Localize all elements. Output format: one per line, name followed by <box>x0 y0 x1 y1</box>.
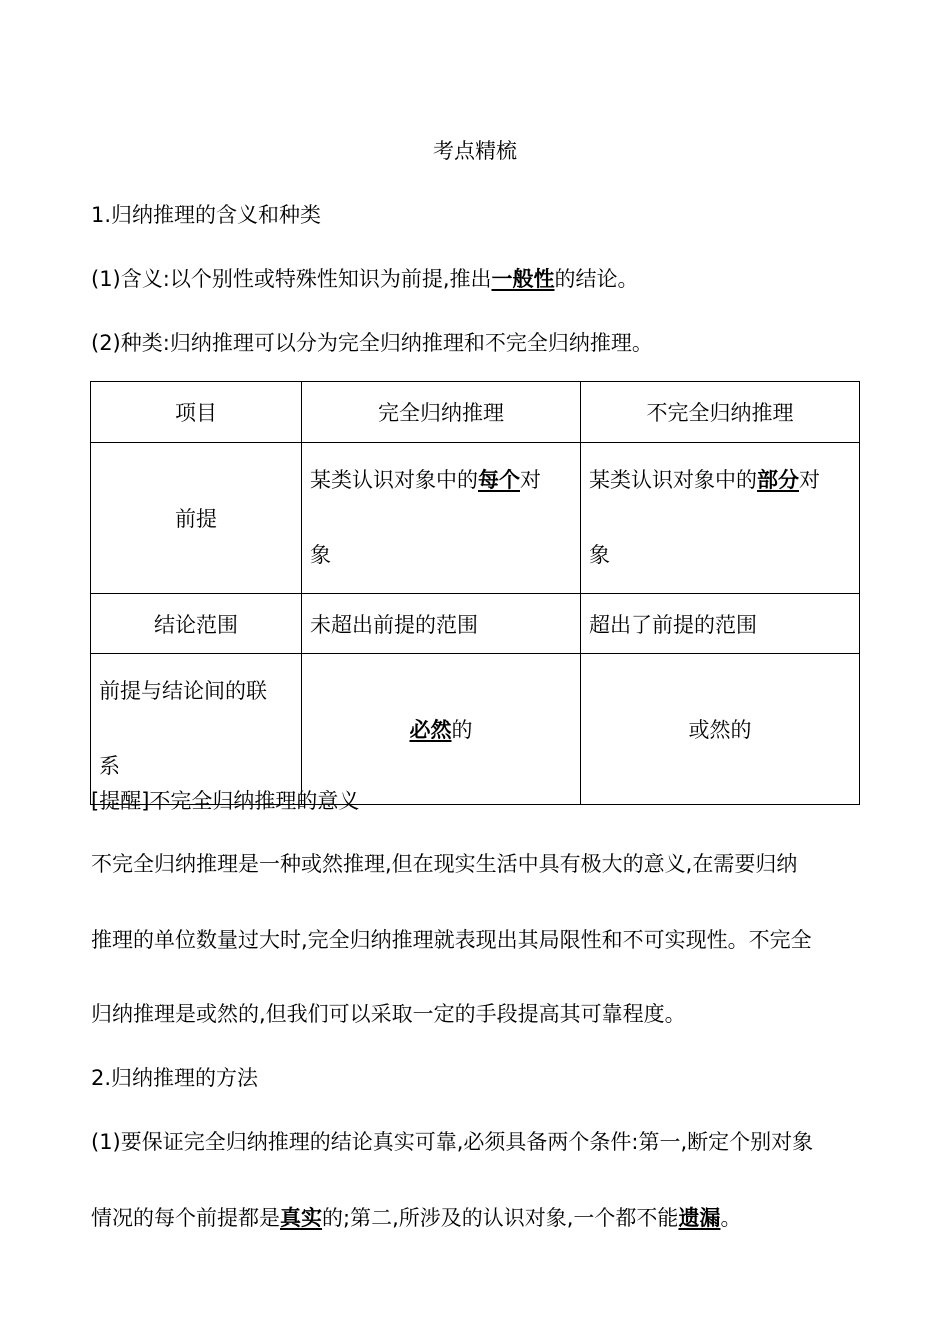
premise-complete-post: 对 <box>520 468 541 492</box>
table-header-row <box>91 382 860 443</box>
premise-label: 前提 <box>91 443 302 594</box>
page-title: 考点精梳 <box>433 139 517 163</box>
premise-incomplete-pre: 某类认识对象中的 <box>589 468 757 492</box>
header-item: 项目 <box>91 382 302 443</box>
section2-line-2 <box>91 1203 741 1233</box>
scope-complete: 未超出前提的范围 <box>302 594 581 654</box>
section2-line2-pre: 情况的每个前提都是 <box>91 1206 280 1230</box>
section2-line-1: (1)要保证完全归纳推理的结论真实可靠,必须具备两个条件:第一,断定个别对象 <box>91 1130 814 1154</box>
relation-complete-emphasis: 必然 <box>409 718 452 742</box>
premise-complete-line2: 象 <box>310 543 331 567</box>
premise-complete-emphasis: 每个 <box>478 468 520 492</box>
reminder-line-2: 推理的单位数量过大时,完全归纳推理就表现出其局限性和不可实现性。不完全 <box>91 928 812 952</box>
section2-line2-mid: 的;第二,所涉及的认识对象,一个都不能 <box>322 1206 679 1230</box>
premise-incomplete-line1 <box>589 443 851 518</box>
header-incomplete: 不完全归纳推理 <box>581 382 860 443</box>
premise-incomplete-post: 对 <box>799 468 820 492</box>
meaning-suffix: 的结论。 <box>554 267 639 291</box>
premise-incomplete-cell <box>581 443 860 594</box>
relation-label-cell <box>91 654 302 805</box>
meaning-paragraph <box>91 264 639 294</box>
header-complete: 完全归纳推理 <box>302 382 581 443</box>
relation-incomplete: 或然的 <box>581 654 860 805</box>
relation-label-line1: 前提与结论间的联 <box>99 679 267 703</box>
reminder-line-3: 归纳推理是或然的,但我们可以采取一定的手段提高其可靠程度。 <box>91 1002 686 1026</box>
scope-label: 结论范围 <box>91 594 302 654</box>
premise-complete-pre: 某类认识对象中的 <box>310 468 478 492</box>
relation-label-line2: 系 <box>99 754 120 778</box>
meaning-emphasis: 一般性 <box>491 267 555 291</box>
meaning-prefix: (1)含义:以个别性或特殊性知识为前提,推出 <box>91 267 492 291</box>
table-row-relation <box>91 654 860 805</box>
reminder-heading: [提醒]不完全归纳推理的意义 <box>91 789 360 813</box>
scope-incomplete: 超出了前提的范围 <box>581 594 860 654</box>
section1-heading: 1.归纳推理的含义和种类 <box>91 203 322 227</box>
section2-heading: 2.归纳推理的方法 <box>91 1066 259 1090</box>
table-row-scope <box>91 594 860 654</box>
premise-complete-line1 <box>310 443 572 518</box>
relation-complete-cell <box>302 654 581 805</box>
comparison-table <box>90 381 860 805</box>
premise-incomplete-line2: 象 <box>589 543 610 567</box>
reminder-line-1: 不完全归纳推理是一种或然推理,但在现实生活中具有极大的意义,在需要归纳 <box>91 852 798 876</box>
table-row-premise <box>91 443 860 594</box>
relation-complete-suffix: 的 <box>451 718 473 742</box>
section2-emphasis-true: 真实 <box>280 1206 322 1230</box>
section2-line2-post: 。 <box>720 1206 742 1230</box>
section2-emphasis-omit: 遗漏 <box>678 1206 721 1230</box>
types-paragraph: (2)种类:归纳推理可以分为完全归纳推理和不完全归纳推理。 <box>91 331 653 355</box>
premise-complete-cell <box>302 443 581 594</box>
premise-incomplete-emphasis: 部分 <box>757 468 799 492</box>
